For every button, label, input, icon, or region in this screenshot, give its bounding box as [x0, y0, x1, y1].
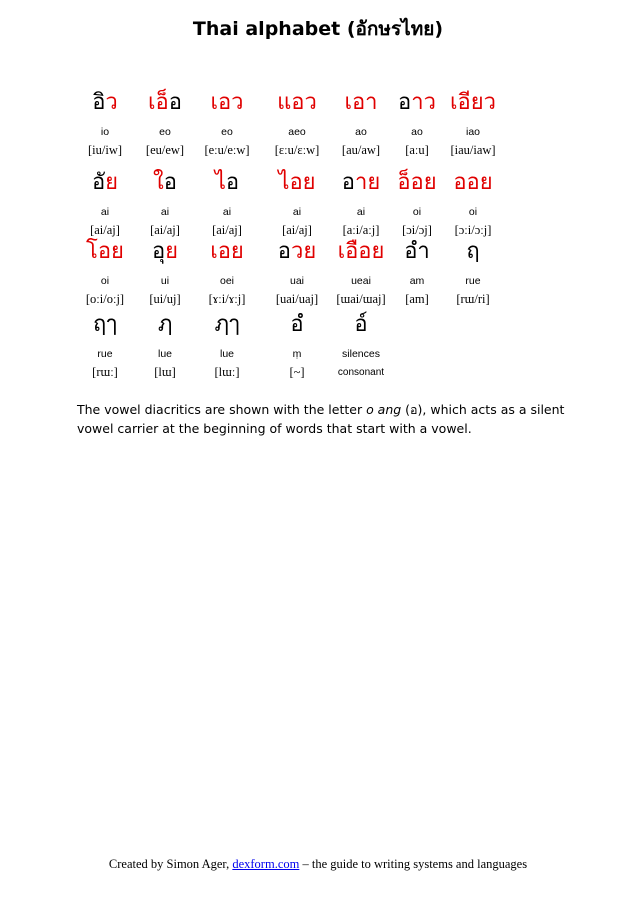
glyph-highlight: าย — [354, 170, 381, 195]
footer-site-link[interactable]: dexform.com — [232, 857, 300, 871]
letter-cell — [78, 233, 132, 306]
glyph-highlight: ออย — [453, 170, 493, 195]
romanization: ao — [411, 126, 423, 138]
letter-cell — [196, 164, 258, 237]
glyph-highlight: ใ — [153, 170, 164, 195]
romanization: lue — [157, 348, 172, 360]
glyph-highlight: าว — [411, 90, 436, 115]
ipa-transcription: [ɤːi/ɤːj] — [208, 292, 246, 306]
glyph-highlight: เอา — [344, 90, 378, 115]
romanization: iao — [465, 126, 480, 138]
thai-glyph — [78, 306, 132, 341]
footer — [0, 857, 636, 872]
glyph-highlight: เอียว — [450, 90, 496, 115]
glyph-highlight: ย — [105, 170, 119, 195]
letter-cell — [330, 164, 392, 237]
thai-glyph — [444, 84, 502, 119]
thai-glyph — [444, 164, 502, 199]
thai-glyph — [330, 84, 392, 119]
romanization: io — [100, 126, 110, 138]
thai-glyph — [330, 233, 392, 268]
glyph-highlight: วย — [290, 239, 317, 264]
footer-credit: Created by Simon Ager, — [108, 857, 233, 871]
note-text-before: The vowel diacritics are shown with the letter — [77, 402, 367, 417]
thai-glyph — [262, 164, 332, 199]
ipa-transcription: [ɔi/ɔj] — [402, 223, 432, 237]
letter-cell — [78, 164, 132, 237]
thai-glyph — [262, 306, 332, 341]
romanization: ai — [100, 206, 110, 218]
thai-glyph — [78, 164, 132, 199]
ipa-transcription: [ai/aj] — [150, 223, 180, 237]
ipa-transcription: [aːi/aːj] — [342, 223, 380, 237]
glyph-base: อ — [404, 239, 430, 264]
letter-cell — [330, 84, 392, 157]
thai-glyph — [392, 164, 442, 199]
romanization: ṃ — [292, 348, 302, 360]
letter-cell — [138, 233, 192, 306]
glyph-highlight: เอือย — [337, 239, 385, 264]
romanization: ai — [292, 206, 302, 218]
glyph-base: ฤ — [466, 239, 480, 264]
romanization: am — [409, 275, 425, 287]
letter-cell — [444, 233, 502, 306]
ipa-transcription: [aːu] — [405, 143, 429, 157]
glyph-highlight: เอย — [210, 239, 244, 264]
letter-cell — [78, 306, 132, 379]
romanization: ai — [222, 206, 232, 218]
letter-cell — [444, 84, 502, 157]
romanization: aeo — [288, 126, 306, 138]
ipa-transcription: [ai/aj] — [90, 223, 120, 237]
footer-tagline: – the guide to writing systems and languages — [299, 857, 528, 871]
glyph-base: ฦ — [157, 312, 173, 337]
thai-glyph — [138, 306, 192, 341]
ipa-transcription: [oːi/oːj] — [85, 292, 125, 306]
thai-glyph — [392, 84, 442, 119]
thai-glyph — [262, 84, 332, 119]
romanization: eo — [221, 126, 233, 138]
thai-glyph — [78, 84, 132, 119]
glyph-base: อ — [398, 90, 412, 115]
ipa-transcription: [am] — [405, 292, 429, 306]
thai-glyph — [196, 306, 258, 341]
glyph-highlight: อ็อย — [397, 170, 437, 195]
glyph-base: อ — [277, 239, 291, 264]
explanatory-note — [77, 400, 567, 438]
romanization: rue — [97, 348, 113, 360]
thai-glyph — [262, 233, 332, 268]
letter-cell — [196, 84, 258, 157]
page-title: Thai alphabet (อักษรไทย) — [192, 18, 444, 40]
glyph-base: อํ — [290, 312, 304, 337]
glyph-base: ฤๅ — [92, 312, 118, 337]
glyph-highlight: โอย — [86, 239, 124, 264]
romanization: silences — [342, 348, 380, 360]
glyph-highlight: แอว — [277, 90, 317, 115]
letter-cell — [78, 84, 132, 157]
letter-cell — [262, 164, 332, 237]
glyph-highlight: เอ็ — [148, 90, 169, 115]
thai-glyph — [444, 233, 502, 268]
thai-glyph — [138, 164, 192, 199]
glyph-base: อุ — [151, 239, 166, 264]
letter-cell — [262, 84, 332, 157]
ipa-transcription: [ɔːi/ɔːj] — [454, 223, 492, 237]
romanization: ui — [160, 275, 170, 287]
note-term: o ang — [366, 402, 402, 417]
thai-glyph — [196, 233, 258, 268]
ipa-transcription: [lɯ] — [154, 365, 176, 379]
romanization: ai — [356, 206, 366, 218]
ipa-transcription: [eːu/eːw] — [204, 143, 250, 157]
letter-cell — [262, 306, 332, 379]
letter-cell — [392, 164, 442, 237]
ipa-transcription: [iu/iw] — [87, 143, 123, 157]
romanization: oi — [412, 206, 422, 218]
romanization: ai — [160, 206, 170, 218]
letter-cell — [196, 233, 258, 306]
thai-glyph — [330, 164, 392, 199]
letter-cell — [196, 306, 258, 379]
thai-glyph — [196, 164, 258, 199]
romanization: oei — [219, 275, 234, 287]
ipa-transcription: [lɯː] — [214, 365, 240, 379]
letter-cell — [138, 164, 192, 237]
thai-glyph — [392, 233, 442, 268]
romanization: eo — [159, 126, 171, 138]
glyph-base: ฦๅ — [214, 312, 240, 337]
thai-glyph — [138, 233, 192, 268]
glyph-base: อั — [91, 170, 106, 195]
glyph-suffix: อ — [168, 90, 182, 115]
letter-cell — [444, 164, 502, 237]
glyph-suffix: อ — [225, 170, 240, 195]
glyph-base: อิ — [92, 90, 106, 115]
ipa-transcription: [iau/iaw] — [450, 143, 496, 157]
glyph-highlight: ไ — [214, 170, 226, 195]
romanization: ao — [355, 126, 367, 138]
note-text-after: (อ), which acts as a silent vowel carrier at the beginning of words that start with a vowel. — [77, 402, 565, 436]
thai-glyph — [78, 233, 132, 268]
ipa-transcription: [ɯai/ɯaj] — [336, 292, 386, 306]
letter-cell — [330, 306, 392, 376]
ipa-transcription: [~] — [289, 365, 305, 379]
letter-cell — [262, 233, 332, 306]
glyph-highlight: ย — [165, 239, 179, 264]
ipa-transcription: [rɯ/ri] — [456, 292, 490, 306]
ipa-transcription: [ai/aj] — [212, 223, 242, 237]
ipa-transcription: [au/aw] — [341, 143, 381, 157]
glyph-base: อ — [341, 170, 355, 195]
thai-glyph — [196, 84, 258, 119]
glyph-highlight: ว — [105, 90, 118, 115]
letter-cell — [138, 84, 192, 157]
romanization: ueai — [351, 275, 371, 287]
ipa-transcription: [rɯː] — [92, 365, 118, 379]
ipa-transcription: [eu/ew] — [145, 143, 185, 157]
glyph-suffix: อ — [163, 170, 177, 195]
thai-glyph — [330, 306, 392, 341]
letter-cell — [330, 233, 392, 306]
glyph-highlight: เอว — [210, 90, 244, 115]
description-text: consonant — [337, 367, 385, 378]
romanization: oi — [468, 206, 478, 218]
ipa-transcription: [ɛːu/ɛːw] — [274, 143, 320, 157]
thai-glyph — [138, 84, 192, 119]
glyph-base: อ์ — [354, 312, 368, 337]
romanization: uai — [289, 275, 304, 287]
romanization: rue — [465, 275, 481, 287]
letter-cell — [138, 306, 192, 379]
romanization: lue — [219, 348, 234, 360]
romanization: oi — [100, 275, 110, 287]
glyph-highlight: ไอย — [278, 170, 316, 195]
letter-cell — [392, 233, 442, 306]
letter-cell — [392, 84, 442, 157]
ipa-transcription: [ui/uj] — [149, 292, 181, 306]
ipa-transcription: [uai/uaj] — [275, 292, 319, 306]
ipa-transcription: [ai/aj] — [282, 223, 312, 237]
